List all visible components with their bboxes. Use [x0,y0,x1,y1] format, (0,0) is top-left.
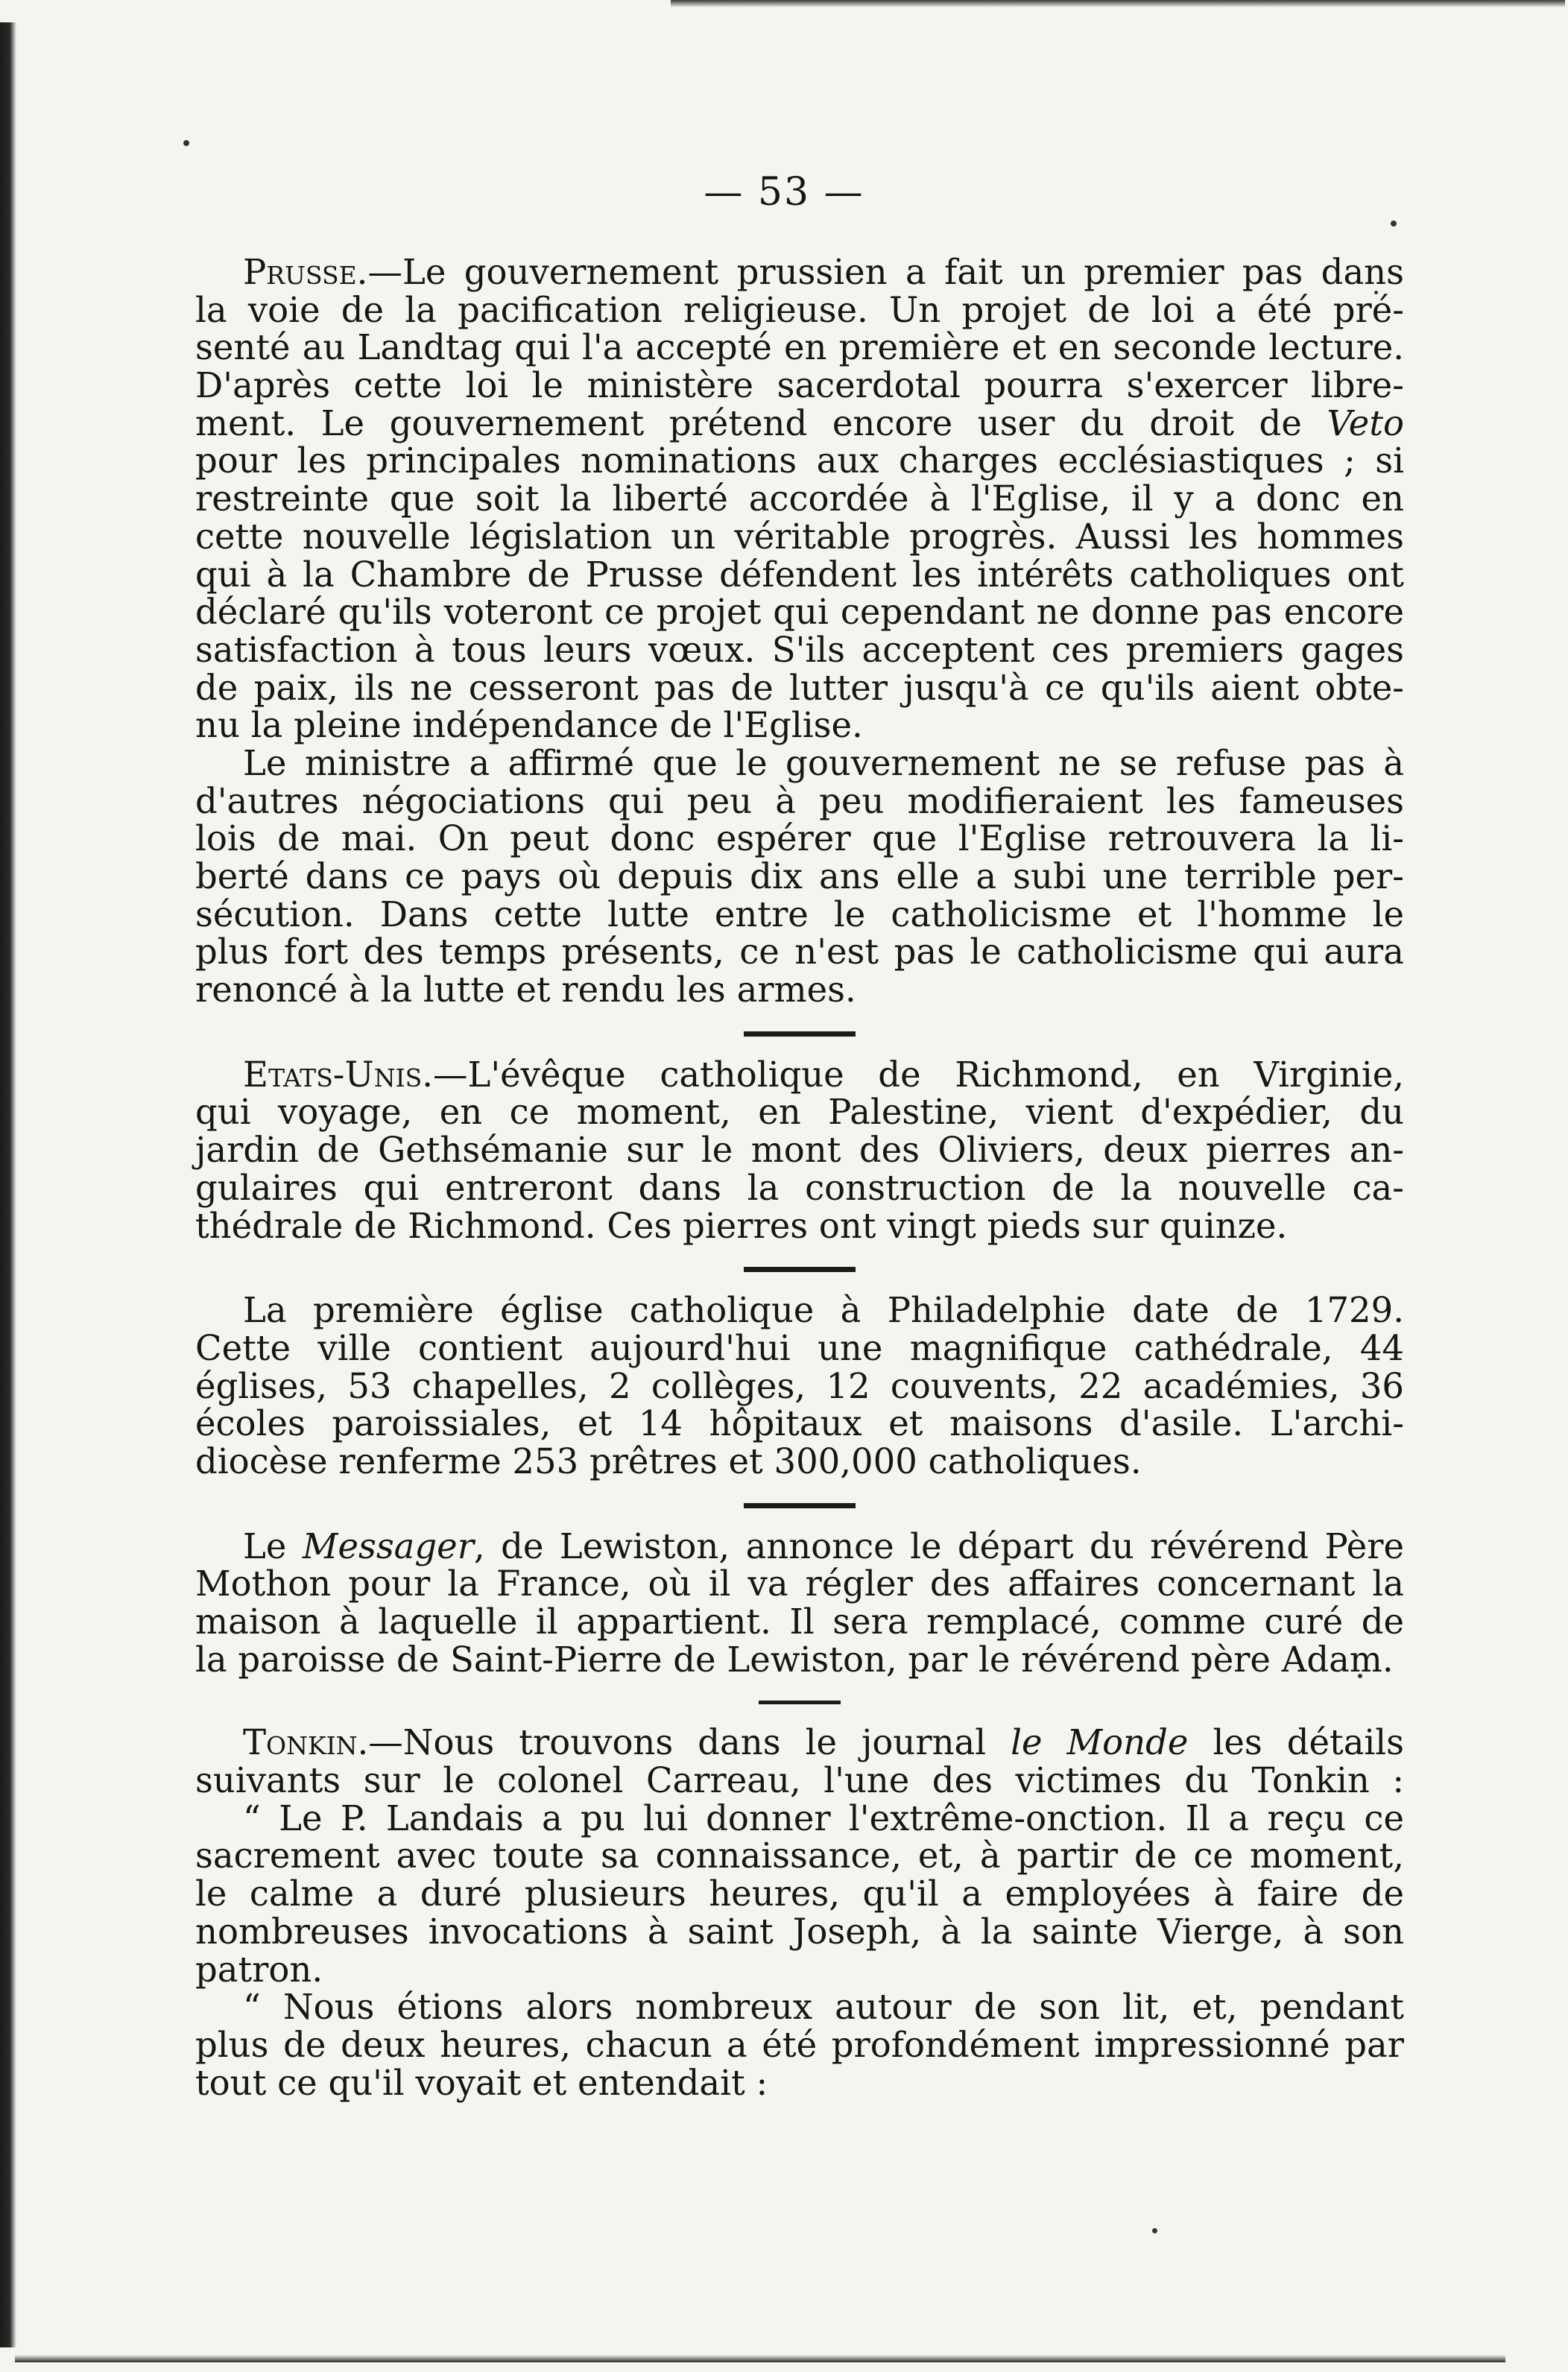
text-line: renoncé à la lutte et rendu les armes. [195,970,856,1011]
text-line: la paroisse de Saint-Pierre de Lewiston, par le révérend père Adam. [195,1639,1394,1680]
section-etats-unis [195,1056,1404,1244]
text-line: nu la pleine indépendance de l'Eglise. [195,705,863,746]
text-line: Prusse.—Le gouvernement prussien a fait un premier pas dans [243,252,1404,292]
text-line: qui voyage, en ce moment, en Palestine, vient d'expédier, du [195,1092,1404,1133]
text-line: tout ce qu'il voyait et entendait : [195,2062,768,2103]
text-line: cette nouvelle législation un véritable progrès. Aussi les hommes [195,516,1404,557]
text-line: “ Le P. Landais a pu lui donner l'extrême-onction. Il a reçu ce [243,1797,1404,1838]
scan-edge-left [0,22,16,2347]
text-line: maison à laquelle il appartient. Il sera remplacé, comme curé de [195,1601,1404,1642]
text-line: sécution. Dans cette lutte entre le catholicisme et l'homme le [195,894,1404,934]
text-line: D'après cette loi le ministère sacerdotal pourra s'exercer libre- [195,365,1404,406]
text-line: satisfaction à tous leurs vœux. S'ils acceptent ces premiers gages [195,629,1404,670]
text-line: suivants sur le colonel Carreau, l'une des victimes du Tonkin : [195,1760,1404,1801]
journal-name-le-monde: le Monde [1011,1722,1189,1763]
text-line: Tonkin.—Nous trouvons dans le journal le Monde les détails [243,1722,1405,1763]
text-line: nombreuses invocations à saint Joseph, à la sainte Vierge, à son [195,1911,1404,1952]
section-label-tonkin: Tonkin. [243,1722,369,1763]
text-line: senté au Landtag qui l'a accepté en première et en seconde lecture. [195,327,1404,368]
article-text [195,253,1404,2101]
text-line: de paix, ils ne cesseront pas de lutter jusqu'à ce qu'ils aient obte- [195,667,1404,708]
text-line: ment. Le gouvernement prétend encore user du droit de Veto [195,402,1405,443]
text-line: plus de deux heures, chacun a été profondément impressionné par [195,2024,1404,2065]
veto-word: Veto [1327,402,1405,443]
section-divider [744,1031,856,1037]
journal-name-messager: Messager [302,1525,474,1566]
text-line: patron. [195,1949,323,1990]
section-tonkin [195,1724,1404,2101]
text-line: thédrale de Richmond. Ces pierres ont vingt pieds sur quinze. [195,1205,1288,1246]
section-divider [744,1267,856,1272]
text-line: gulaires qui entreront dans la construction de la nouvelle ca- [195,1167,1404,1208]
text-line: Le Messager, de Lewiston, annonce le départ du révérend Père [243,1525,1404,1566]
text-line: d'autres négociations qui peu à peu modifieraient les fameuses [195,780,1404,821]
text-line: jardin de Gethsémanie sur le mont des Oliviers, deux pierres an- [195,1130,1404,1171]
text-line: la voie de la pacification religieuse. Un projet de loi a été pré- [195,289,1404,330]
text-line: Mothon pour la France, où il va régler des affaires concernant la [195,1563,1404,1604]
section-divider [744,1503,856,1508]
section-label-prusse: Prusse. [243,252,368,292]
section-philadelphie [195,1291,1404,1480]
speck [1391,221,1397,227]
text-line: le calme a duré plusieurs heures, qu'il a employées à faire de [195,1873,1404,1914]
text-line: lois de mai. On peut donc espérer que l'Eglise retrouvera la li- [195,818,1404,859]
text-line: déclaré qu'ils voteront ce projet qui cependant ne donne pas encore [195,592,1404,633]
text-line: qui à la Chambre de Prusse défendent les intérêts catholiques ont [195,554,1404,595]
scan-edge-bottom [15,2355,1505,2362]
text-line: écoles paroissiales, et 14 hôpitaux et maisons d'asile. L'archi- [195,1403,1404,1444]
speck [1152,2228,1157,2233]
text-line: pour les principales nominations aux charges ecclésiastiques ; si [195,440,1404,481]
section-lewiston [195,1525,1404,1680]
text-line: Cette ville contient aujourd'hui une magnifique cathédrale, 44 [195,1327,1404,1368]
speck [183,140,189,146]
text-line: Le ministre a affirmé que le gouvernement ne se refuse pas à [243,742,1404,783]
text-line: “ Nous étions alors nombreux autour de son lit, et, pendant [243,1987,1404,2028]
text-line: La première église catholique à Philadelphie date de 1729. [243,1290,1404,1331]
text-line: Etats-Unis.—L'évêque catholique de Richmond, en Virginie, [243,1054,1404,1095]
section-prusse [195,253,1404,1009]
text-line: berté dans ce pays où depuis dix ans elle a subi une terrible per- [195,856,1404,896]
scan-edge-top [671,0,1565,7]
text-line: diocèse renferme 253 prêtres et 300,000 catholiques. [195,1440,1142,1481]
text-line: restreinte que soit la liberté accordée à l'Eglise, il y a donc en [195,478,1404,519]
text-line: sacrement avec toute sa connaissance, et, à partir de ce moment, [195,1835,1404,1876]
text-line: plus fort des temps présents, ce n'est pas le catholicisme qui aura [195,932,1404,972]
section-label-etats-unis: Etats-Unis. [243,1054,433,1095]
text-line: églises, 53 chapelles, 2 collèges, 12 couvents, 22 académies, 36 [195,1365,1404,1406]
page-number: — 53 — [704,170,864,215]
